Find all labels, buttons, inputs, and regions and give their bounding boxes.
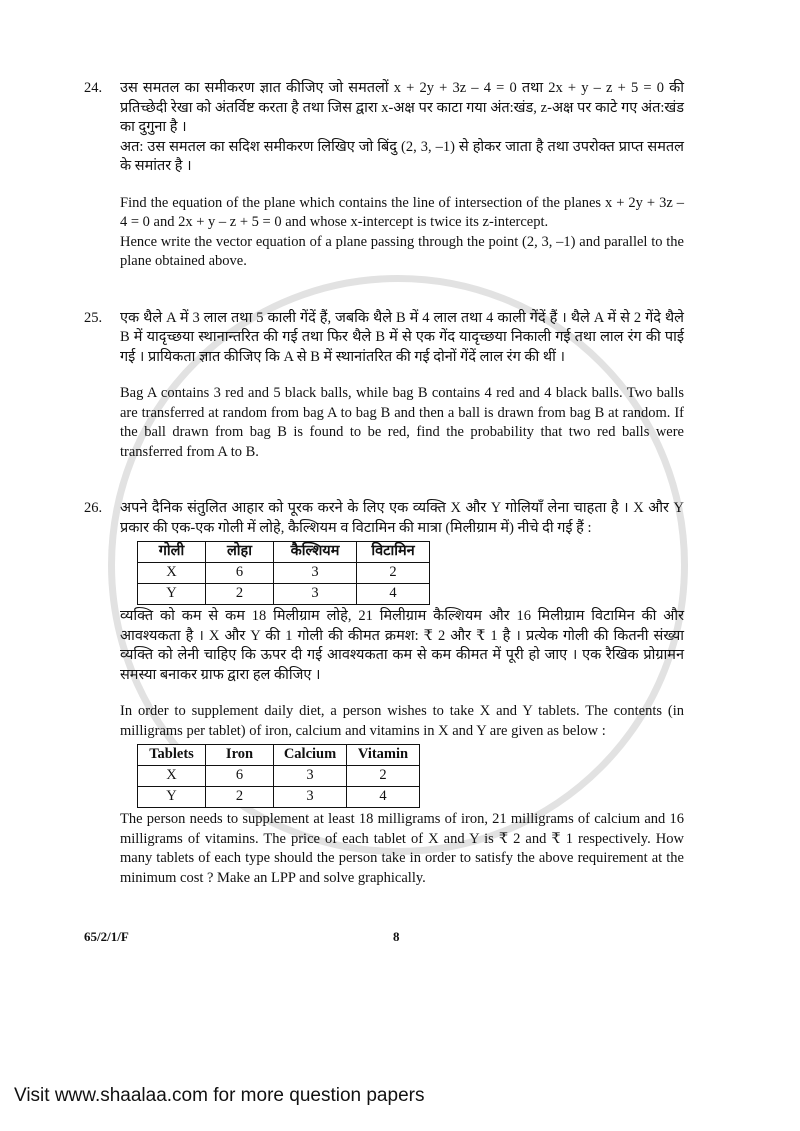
english-text: Find the equation of the plane which contains the line of intersection of the planes x + 2y + 3z – 4 = 0 and 2x + y – z + 5 = 0 and whose x-intercept is twice its z-intercept. xyxy=(120,194,684,230)
table-cell: X xyxy=(138,563,206,584)
table-row xyxy=(138,584,430,605)
table-cell: 3 xyxy=(274,787,347,808)
table-row xyxy=(138,563,430,584)
english-table xyxy=(137,744,420,808)
table-header: विटामिन xyxy=(357,542,430,563)
hindi-table xyxy=(137,541,430,605)
table-row xyxy=(138,787,420,808)
table-cell: 2 xyxy=(206,584,274,605)
table-cell: 2 xyxy=(357,563,430,584)
table-cell: 4 xyxy=(357,584,430,605)
paper-code: 65/2/1/F xyxy=(84,929,129,944)
hindi-intro: अपने दैनिक संतुलित आहार को पूरक करने के लिए एक व्यक्ति X और Y गोलियाँ लेना चाहता है । X और Y प्रकार की एक-एक गोली में लोहे, कैल्शियम व विटामिन की मात्रा (मिलीग्राम में) नीचे दी गई हैं : xyxy=(120,500,684,536)
english-text: Hence write the vector equation of a plane passing through the point (2, 3, –1) and parallel to the plane obtained above. xyxy=(120,233,684,269)
question-25 xyxy=(84,309,684,480)
question-24 xyxy=(84,79,684,289)
table-cell: X xyxy=(138,766,206,787)
table-cell: 2 xyxy=(347,766,420,787)
table-cell: 3 xyxy=(274,563,357,584)
table-row xyxy=(138,766,420,787)
page-number: 8 xyxy=(393,929,400,944)
table-header: कैल्शियम xyxy=(274,542,357,563)
table-cell: 4 xyxy=(347,787,420,808)
english-rest: The person needs to supplement at least 18 milligrams of iron, 21 milligrams of calcium and 16 milligrams of vitamins. The price of each tablet of X and Y is ₹ 2 and ₹ 1 respectively. How many tablets of each type should the person take in order to satisfy the above requirement at the minimum cost ? Make an LPP and solve graphically. xyxy=(120,811,684,886)
table-cell: 3 xyxy=(274,584,357,605)
english-text: Bag A contains 3 red and 5 black balls, while bag B contains 4 red and 4 black balls. Two balls are transferred at random from bag A to bag B and then a ball is drawn from bag B at random. If the ball drawn from bag B is found to be red, find the probability that two red balls were transferred from A to B. xyxy=(120,385,684,460)
table-header: Iron xyxy=(206,745,274,766)
question-number: 25. xyxy=(84,309,103,326)
table-header: Vitamin xyxy=(347,745,420,766)
promo-banner: Visit www.shaalaa.com for more question papers xyxy=(14,1085,425,1106)
table-cell: Y xyxy=(138,787,206,808)
table-header: गोली xyxy=(138,542,206,563)
hindi-text: अत: उस समतल का सदिश समीकरण लिखिए जो बिंदु (2, 3, –1) से होकर जाता है तथा उपरोक्त प्राप्त समतल के समांतर है । xyxy=(120,138,684,174)
question-26 xyxy=(84,499,684,905)
table-header: लोहा xyxy=(206,542,274,563)
question-number: 26. xyxy=(84,500,103,516)
question-number: 24. xyxy=(84,80,103,96)
table-cell: Y xyxy=(138,584,206,605)
english-intro: In order to supplement daily diet, a person wishes to take X and Y tablets. The contents (in milligrams per tablet) of iron, calcium and vitamins in X and Y are given as below : xyxy=(120,703,684,739)
table-header: Tablets xyxy=(138,745,206,766)
table-cell: 3 xyxy=(274,766,347,787)
table-cell: 6 xyxy=(206,766,274,787)
hindi-text: एक थैले A में 3 लाल तथा 5 काली गेंदें हैं, जबकि थैले B में 4 लाल तथा 4 काली गेंदें हैं । थैले A में से 2 गेंदे थैले B में यादृच्छया स्थानान्तरित की गई तथा फिर थैले B में से एक गेंद यादृच्छया निकाली गई तथा लाल रंग की पाई गई । प्रायिकता ज्ञात कीजिए कि A से B में स्थानांतरित की गई दोनों गेंदें लाल रंग की थीं । xyxy=(120,309,684,365)
table-cell: 2 xyxy=(206,787,274,808)
table-header: Calcium xyxy=(274,745,347,766)
page-footer xyxy=(84,929,684,1065)
hindi-rest: व्यक्ति को कम से कम 18 मिलीग्राम लोहे, 21 मिलीग्राम कैल्शियम और 16 मिलीग्राम विटामिन की और आवश्यकता है । X और Y की 1 गोली की कीमत क्रमश: ₹ 2 और ₹ 1 है । प्रत्येक गोली की कितनी संख्या व्यक्ति को लेनी चाहिए कि ऊपर दी गई आवश्यकता कम से कम कीमत में पूरी हो जाए । एक रैखिक प्रोग्रामन समस्या बनाकर ग्राफ द्वारा हल कीजिए । xyxy=(120,608,684,683)
table-cell: 6 xyxy=(206,563,274,584)
hindi-text: उस समतल का समीकरण ज्ञात कीजिए जो समतलों x + 2y + 3z – 4 = 0 तथा 2x + y – z + 5 = 0 की प्रतिच्छेदी रेखा को अंतर्विष्ट करता है तथा जिस द्वारा x-अक्ष पर काटा गया अंत:खंड, z-अक्ष पर काटे गए अंत:खंड का दुगुना है । xyxy=(120,80,684,135)
